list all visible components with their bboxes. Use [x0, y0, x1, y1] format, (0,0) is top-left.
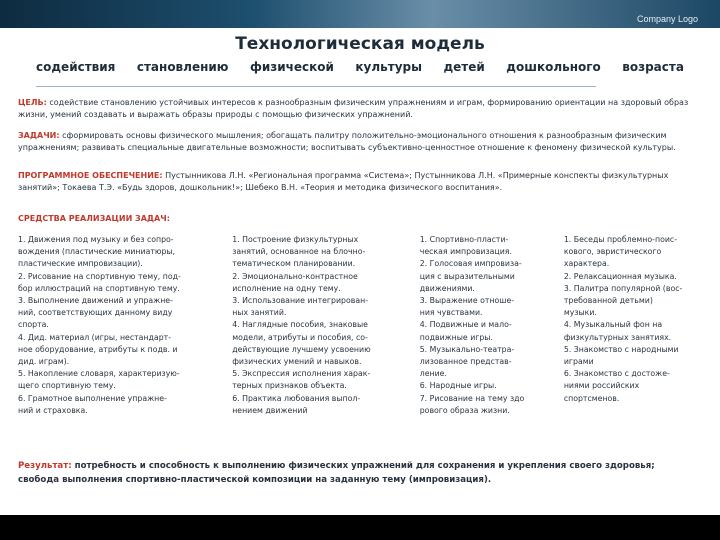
list-item: движениями.	[419, 283, 475, 293]
list-item: ний и страховка.	[18, 405, 88, 415]
list-item: бор иллюстраций на спортивную тему.	[18, 283, 180, 293]
list-item: терных признаков объекта.	[232, 381, 347, 391]
list-item: 5. Знакомство с народными	[563, 344, 679, 354]
program-block	[18, 170, 690, 195]
list-item: ция с выразительными	[419, 271, 515, 281]
list-item: 1. Спортивно-пласти-	[419, 235, 509, 244]
program-text: Пустынникова Л.Н. «Региональная программа «Система»; Пустынникова Л.Н. «Примерные конспекты физкультурных занятий»; Токаева Т.Э. «Будь здоров, дошкольник!»; Шебеко В.Н. «Теория и методика физического воспитания».	[18, 171, 669, 193]
list-item: характера.	[563, 259, 610, 269]
subtitle-word: физической	[249, 60, 334, 74]
list-item: 1. Построение физкультурных	[232, 235, 359, 244]
list-item: нением движений	[232, 405, 308, 415]
list-item: ление.	[419, 369, 447, 379]
list-item: подвижные игры.	[419, 332, 493, 342]
means-column-3	[420, 234, 556, 454]
list-item: действующие лучшему усвоению	[232, 344, 371, 354]
list-item: 6. Практика любования выпол-	[232, 393, 361, 403]
list-item: 6. Грамотное выполнение упражне-	[18, 393, 167, 403]
slide-title: Технологическая модель	[235, 34, 485, 54]
list-item: щего спортивную тему.	[18, 381, 116, 391]
list-item: требованной детьми)	[563, 296, 653, 306]
subtitle-word: содействия	[36, 60, 116, 74]
list-item: 5. Накопление словаря, характеризую-	[18, 369, 180, 379]
list-item: кового, эвристического	[563, 247, 662, 257]
list-item: 2. Релаксационная музыка.	[563, 271, 677, 281]
divider	[36, 86, 596, 87]
means-column-4	[564, 234, 696, 454]
tasks-label: ЗАДАЧИ:	[18, 131, 60, 140]
means-label: СРЕДСТВА РЕАЛИЗАЦИИ ЗАДАЧ:	[18, 214, 170, 223]
list-item: 3. Выполнение движений и упражне-	[18, 296, 173, 306]
list-item: вождения (пластические миниатюры,	[18, 247, 176, 257]
list-item: тематическом планировании.	[232, 259, 356, 269]
list-item: спортсменов.	[563, 393, 620, 403]
list-item: занятий, основанное на блочно-	[232, 247, 366, 257]
means-columns	[18, 234, 696, 454]
list-item: 7. Рисование на тему здо	[419, 393, 525, 403]
program-label: ПРОГРАММНОЕ ОБЕСПЕЧЕНИЕ:	[18, 171, 163, 180]
goals-label: ЦЕЛЬ:	[18, 98, 47, 107]
list-item: ное оборудование, атрибуты к подв. и	[18, 344, 178, 354]
list-item: 5. Экспрессия исполнения харак-	[232, 369, 371, 379]
list-item: 4. Музыкальный фон на	[563, 320, 663, 330]
slide-subtitle	[36, 60, 684, 74]
list-item: лизованное представ-	[419, 357, 512, 367]
list-item: 2. Рисование на спортивную тему, под-	[18, 271, 181, 281]
list-item: исполнение на одну тему.	[232, 283, 341, 293]
list-item: играми	[563, 357, 594, 367]
list-item: 2. Голосовая импровиза-	[419, 259, 522, 269]
list-item: 5. Музыкально-театра-	[419, 344, 515, 354]
means-column-1	[18, 234, 220, 454]
list-item: физических умений и навыков.	[232, 357, 362, 367]
list-item: дид. играм).	[18, 357, 70, 367]
subtitle-word: культуры	[355, 60, 422, 74]
list-item: 4. Подвижные и мало-	[419, 320, 512, 330]
list-item: пластические импровизации).	[18, 259, 143, 269]
list-item: рового образа жизни.	[419, 405, 510, 415]
means-column-2	[232, 234, 410, 454]
list-item: ных занятий.	[232, 308, 287, 318]
list-item: ческая импровизация.	[419, 247, 512, 257]
list-item: 4. Наглядные пособия, знаковые	[232, 320, 368, 330]
list-item: ния чувствами.	[419, 308, 483, 318]
list-item: 2. Эмоционально-контрастное	[232, 271, 358, 281]
goals-block	[18, 97, 690, 122]
list-item: 4. Дид. материал (игры, нестандарт-	[18, 332, 172, 342]
list-item: 1. Движения под музыку и без сопро-	[18, 235, 174, 244]
tasks-block	[18, 130, 690, 155]
list-item: 3. Выражение отноше-	[419, 296, 515, 306]
result-text: потребность и способность к выполнению физических упражнений для сохранения и укрепления своего здоровья; свобода выполнения спортивно-пластической композиции на заданную тему (импровизация).	[18, 461, 655, 485]
list-item: музыки.	[563, 308, 597, 318]
list-item: ниями российских	[563, 381, 640, 391]
subtitle-word: становлению	[136, 60, 229, 74]
tasks-text: сформировать основы физического мышления; обогащать палитру положительно-эмоционального отношения к разнообразным физическим упражнениям; развивать специальные двигательные возможности; воспитывать субъективно-ценностное отношение к феномену физической культуры.	[18, 131, 676, 153]
company-logo: Company Logo	[636, 14, 698, 24]
subtitle-word: возраста	[622, 60, 684, 74]
list-item: спорта.	[18, 320, 49, 330]
subtitle-word: детей	[443, 60, 485, 74]
list-item: модели, атрибуты и пособия, со-	[232, 332, 368, 342]
list-item: 3. Использование интегрирован-	[232, 296, 369, 306]
list-item: ний, соответствующих данному виду	[18, 308, 173, 318]
list-item: 6. Знакомство с достоже-	[563, 369, 670, 379]
means-heading	[18, 213, 690, 225]
goals-text: содействие становлению устойчивых интересов к разнообразным физическим упражнениям и играм, формированию ориентации на здоровый образ жизни, умений создавать и выражать образы природы с помощью физических упражнений.	[18, 98, 689, 120]
list-item: 3. Палитра популярной (вос-	[563, 283, 683, 293]
result-label: Результат:	[18, 461, 72, 471]
subtitle-word: дошкольного	[506, 60, 601, 74]
result-block	[18, 459, 696, 487]
list-item: 6. Народные игры.	[419, 381, 497, 391]
list-item: 1. Беседы проблемно-поис-	[563, 235, 678, 244]
list-item: физкультурных занятиях.	[563, 332, 672, 342]
